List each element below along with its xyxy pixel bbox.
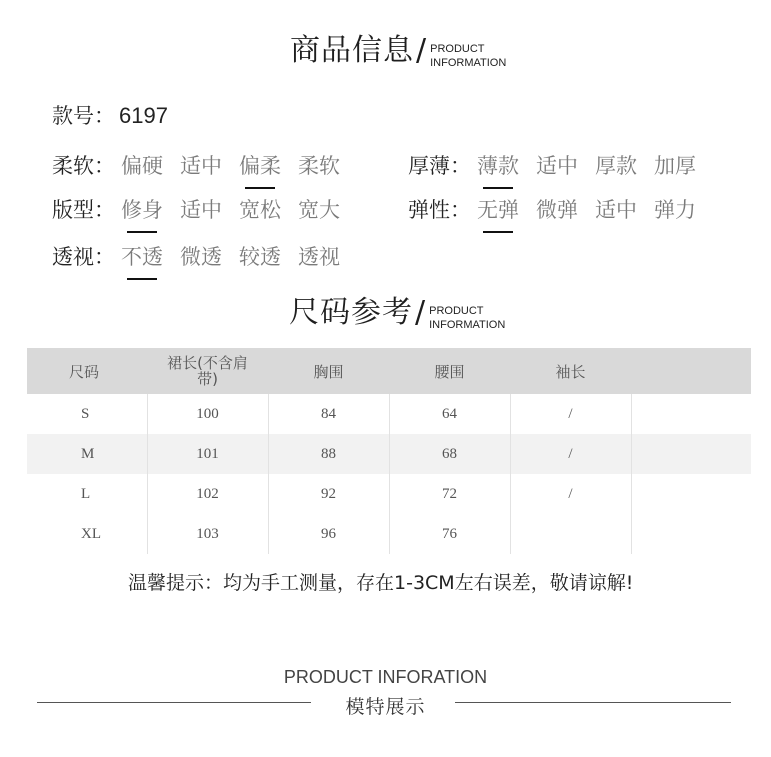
attr-option: 宽松 <box>239 198 281 222</box>
attr-softness <box>52 150 357 180</box>
cell-waist: 72 <box>389 474 510 514</box>
attr-option: 弹力 <box>654 198 696 222</box>
cell-empty <box>631 474 751 514</box>
table-row <box>27 474 751 514</box>
title-slash: / <box>415 295 426 330</box>
attr-option: 适中 <box>180 154 222 178</box>
cell-waist: 68 <box>389 434 510 474</box>
cell-sleeve: / <box>510 474 631 514</box>
attr-option: 宽大 <box>298 198 340 222</box>
attr-option: 厚款 <box>595 154 637 178</box>
attr-option: 透视 <box>298 245 340 269</box>
cell-empty <box>631 514 751 554</box>
title-en-line-2: INFORMATION <box>430 57 507 69</box>
title-en-line-1: PRODUCT <box>430 43 485 55</box>
attr-option: 偏柔 <box>239 150 281 180</box>
attr-fit <box>52 194 357 224</box>
cell-size: S <box>27 394 147 434</box>
attr-option: 无弹 <box>477 194 519 224</box>
cell-empty <box>631 394 751 434</box>
attr-option: 较透 <box>239 245 281 269</box>
cell-bust: 96 <box>268 514 389 554</box>
product-info-title <box>290 33 507 69</box>
attr-option: 不透 <box>121 241 163 271</box>
attr-thickness <box>408 150 713 180</box>
attr-stretch <box>408 194 713 224</box>
cell-bust: 92 <box>268 474 389 514</box>
footer-title-zh: 模特展示 <box>345 696 426 718</box>
attr-option: 加厚 <box>654 154 696 178</box>
cell-dress-length: 100 <box>147 394 268 434</box>
size-reference-title-en <box>429 304 505 332</box>
cell-waist: 64 <box>389 394 510 434</box>
cell-sleeve <box>510 514 631 554</box>
size-reference-title <box>289 295 506 331</box>
attr-label: 厚薄： <box>408 154 471 178</box>
header-dress-length-text: 裙长(不含肩带) <box>167 353 248 388</box>
header-sleeve: 袖长 <box>510 348 631 394</box>
header-waist: 腰围 <box>389 348 510 394</box>
header-empty <box>631 348 751 394</box>
attr-label: 弹性： <box>408 198 471 222</box>
attr-option: 柔软 <box>298 154 340 178</box>
footer-divider-right <box>455 702 731 703</box>
title-en-line-1: PRODUCT <box>429 305 484 317</box>
attr-label: 透视： <box>52 245 115 269</box>
measurement-notice: 温馨提示：均为手工测量，存在1-3CM左右误差，敬请谅解! <box>128 572 634 594</box>
cell-sleeve: / <box>510 394 631 434</box>
attr-option: 薄款 <box>477 150 519 180</box>
attr-option: 适中 <box>180 198 222 222</box>
header-bust: 胸围 <box>268 348 389 394</box>
cell-empty <box>631 434 751 474</box>
title-slash: / <box>416 33 427 68</box>
cell-waist: 76 <box>389 514 510 554</box>
attr-option: 适中 <box>536 154 578 178</box>
attr-option: 偏硬 <box>121 154 163 178</box>
table-row <box>27 434 751 474</box>
footer-title-en: PRODUCT INFORATION <box>283 667 488 687</box>
attr-label: 版型： <box>52 198 115 222</box>
cell-dress-length: 101 <box>147 434 268 474</box>
header-size: 尺码 <box>27 348 147 394</box>
size-table <box>27 348 751 554</box>
product-info-title-en <box>430 42 506 70</box>
size-reference-title-zh: 尺码参考 <box>289 295 413 330</box>
attr-option: 修身 <box>121 194 163 224</box>
title-en-line-2: INFORMATION <box>429 319 506 331</box>
cell-dress-length: 102 <box>147 474 268 514</box>
table-row <box>27 514 751 554</box>
attr-label: 柔软： <box>52 154 115 178</box>
product-info-title-zh: 商品信息 <box>290 33 414 68</box>
cell-size: M <box>27 434 147 474</box>
cell-bust: 84 <box>268 394 389 434</box>
attr-option: 适中 <box>595 198 637 222</box>
cell-bust: 88 <box>268 434 389 474</box>
header-dress-length <box>147 348 268 394</box>
style-number <box>52 100 168 130</box>
table-row <box>27 394 751 434</box>
cell-size: XL <box>27 514 147 554</box>
attr-sheer <box>52 241 357 271</box>
attr-option: 微弹 <box>536 198 578 222</box>
cell-size: L <box>27 474 147 514</box>
cell-sleeve: / <box>510 434 631 474</box>
size-table-header <box>27 348 751 394</box>
cell-dress-length: 103 <box>147 514 268 554</box>
style-number-value: 6197 <box>119 103 168 128</box>
attr-option: 微透 <box>180 245 222 269</box>
style-number-label: 款号： <box>52 104 115 128</box>
